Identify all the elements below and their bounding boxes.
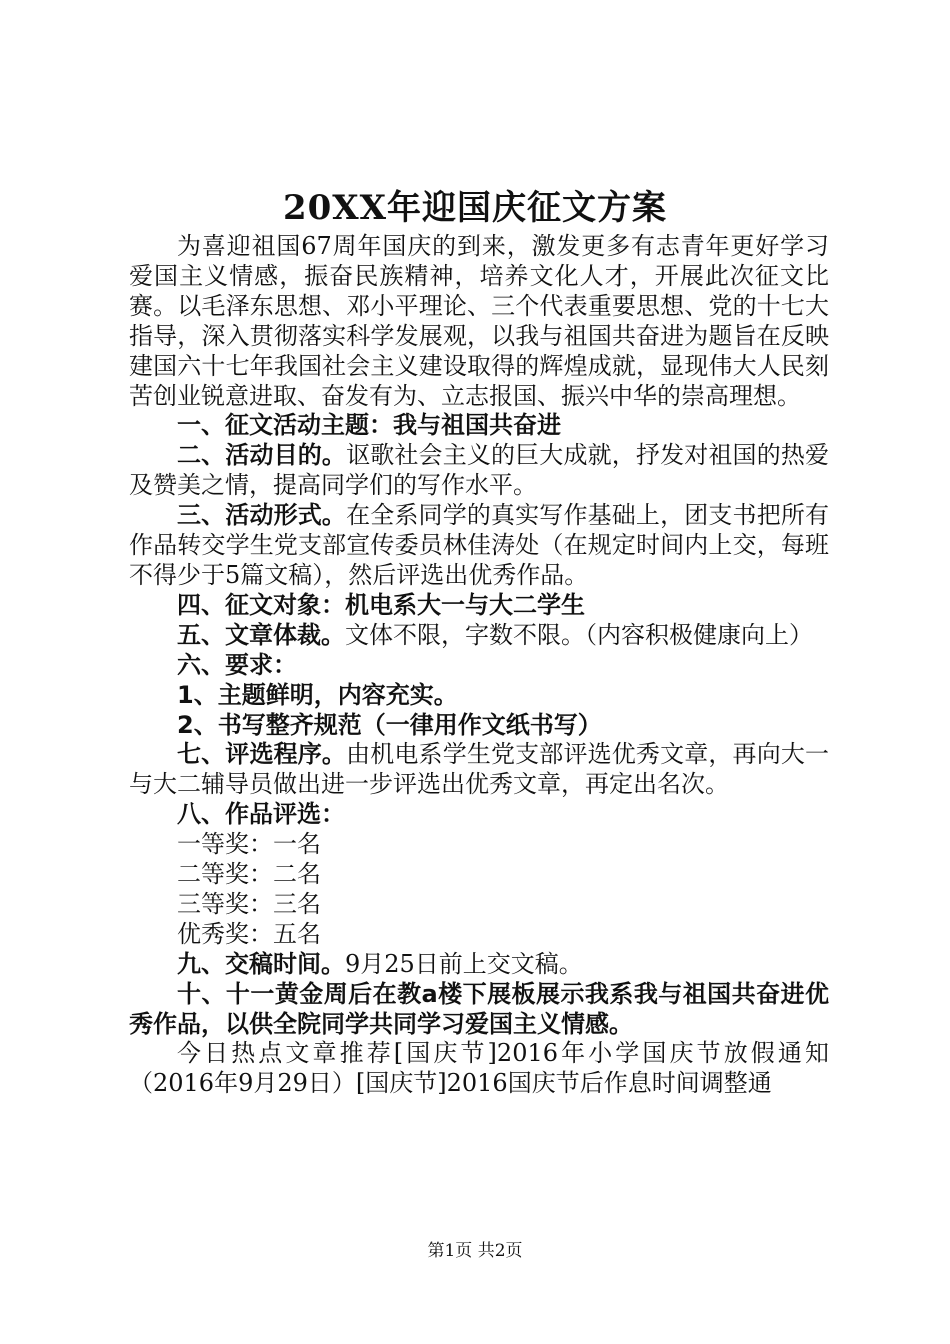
- award-item: 优秀奖：五名: [177, 919, 321, 948]
- section-2: [129, 441, 829, 501]
- award-item: 一等奖：一名: [177, 830, 321, 859]
- requirement-item-1: 1、主题鲜明，内容充实。: [177, 680, 458, 709]
- recommend-paragraph: 今日热点文章推荐[国庆节]2016年小学国庆节放假通知（2016年9月29日）[国庆节]2016国庆节后作息时间调整通: [129, 1039, 829, 1098]
- page-number: 第1页 共2页: [427, 1241, 523, 1261]
- section-7-heading: 七、评选程序。: [177, 740, 347, 769]
- award-item: 二等奖：二名: [177, 860, 321, 889]
- section-9-body: 9月25日前上交文稿。: [345, 949, 583, 978]
- section-2-body: 讴歌社会主义的巨大成就，抒发对祖国的热爱及赞美之情，提高同学们的写作水平。: [129, 441, 829, 500]
- section-8-heading: 八、作品评选：: [177, 800, 345, 829]
- section-2-heading: 二、活动目的。: [177, 441, 347, 470]
- section-4-heading: 四、征文对象：机电系大一与大二学生: [177, 590, 585, 619]
- section-7-body: 由机电系学生党支部评选优秀文章，再向大一与大二辅导员做出进一步评选出优秀文章，再定出名次。: [129, 740, 829, 799]
- award-item: 三等奖：三名: [177, 889, 321, 918]
- section-10: 十、十一黄金周后在教a楼下展板展示我系我与祖国共奋进优秀作品，以供全院同学共同学习爱国主义情感。: [129, 979, 829, 1038]
- section-9: [129, 950, 829, 980]
- requirement-item-2: 2、书写整齐规范（一律用作文纸书写）: [177, 710, 602, 739]
- section-7: [129, 740, 829, 800]
- section-5-body: 文体不限，字数不限。（内容积极健康向上）: [345, 620, 813, 649]
- section-1-heading: 一、征文活动主题：我与祖国共奋进: [177, 411, 561, 440]
- section-6-heading: 六、要求：: [177, 650, 297, 679]
- document-body: [129, 232, 829, 1099]
- page-title: 20XX年迎国庆征文方案: [282, 188, 668, 228]
- section-3-body: 在全系同学的真实写作基础上，团支书把所有作品转交学生党支部宣传委员林佳涛处（在规定时间内上交，每班不得少于5篇文稿），然后评选出优秀作品。: [129, 501, 829, 589]
- section-5-heading: 五、文章体裁。: [177, 620, 345, 649]
- section-9-heading: 九、交稿时间。: [177, 949, 345, 978]
- section-5: [129, 621, 829, 651]
- section-3: [129, 501, 829, 591]
- intro-paragraph: 为喜迎祖国67周年国庆的到来，激发更多有志青年更好学习爱国主义情感，振奋民族精神，培养文化人才，开展此次征文比赛。以毛泽东思想、邓小平理论、三个代表重要思想、党的十七大指导，深入贯彻落实科学发展观，以我与祖国共奋进为题旨在反映建国六十七年我国社会主义建设取得的辉煌成就，显现伟大人民刻苦创业锐意进取、奋发有为、立志报国、振兴中华的崇高理想。: [129, 232, 829, 410]
- section-3-heading: 三、活动形式。: [177, 501, 347, 530]
